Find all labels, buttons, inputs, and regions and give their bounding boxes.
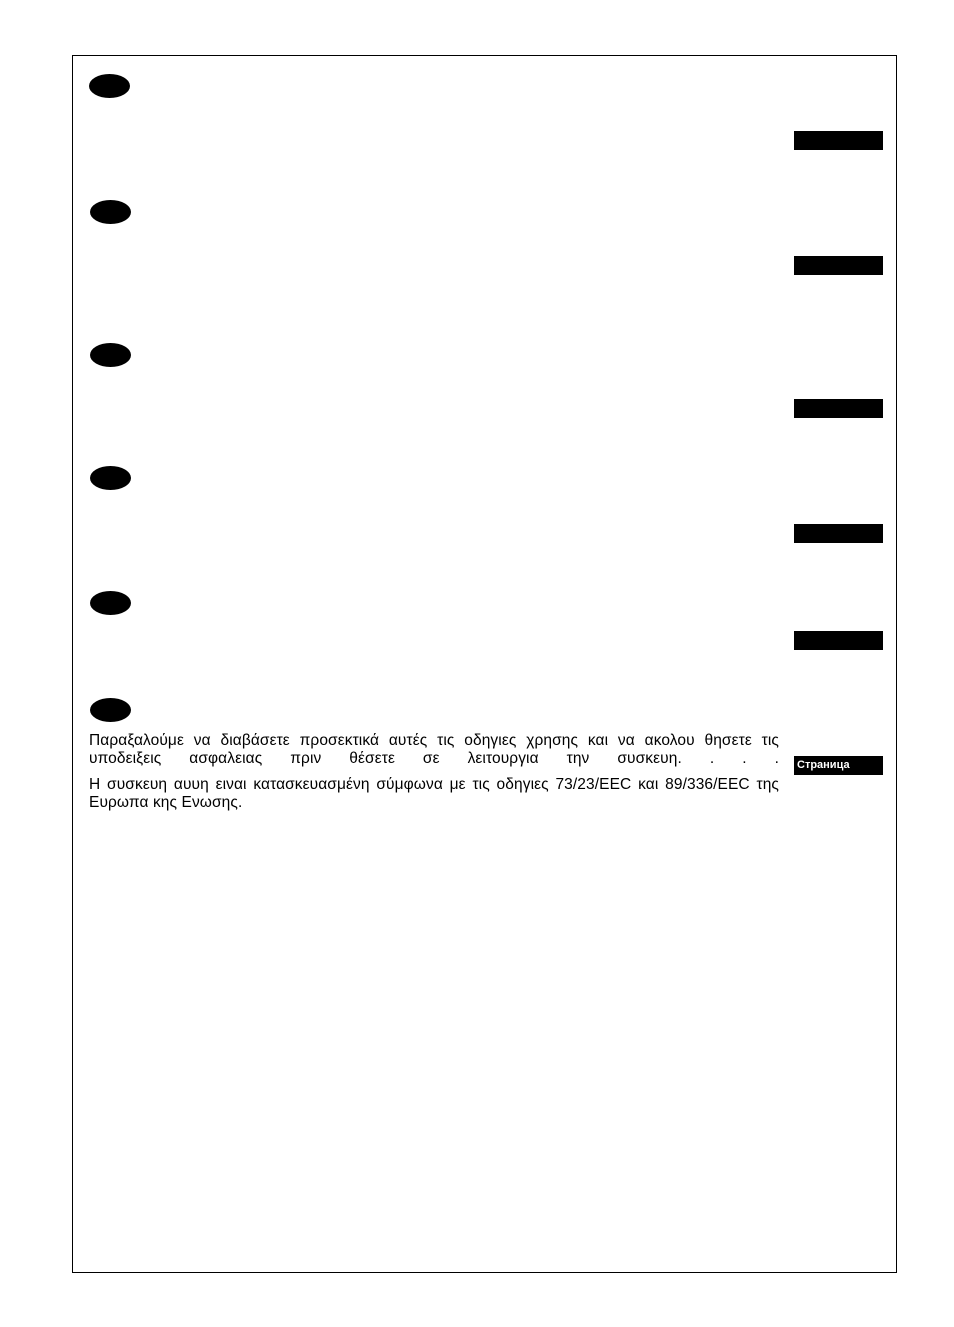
page-frame bbox=[72, 55, 897, 1273]
page-tab-4 bbox=[794, 524, 883, 543]
language-marker-6 bbox=[90, 698, 131, 722]
language-marker-5 bbox=[90, 591, 131, 615]
language-marker-1 bbox=[89, 74, 130, 98]
greek-paragraph-safety: Παραξαλούμε να διαβάσετε προσεκτικά αυτές τις οδηγιες χρησης και να ακολου θησετε τις υποδειξεις ασφαλειας πριν θέσετε σε λειτουργια την συσκευη. . . . bbox=[89, 732, 779, 767]
greek-paragraph-directives: Η συσκευη αυυη ειναι κατασκευασμένη σύμφωνα με τις οδηγιες 73/23/EEC και 89/336/EEC της Ευρωπα κης Ενωσης. bbox=[89, 776, 779, 811]
language-marker-3 bbox=[90, 343, 131, 367]
page-tab-2 bbox=[794, 256, 883, 275]
language-marker-4 bbox=[90, 466, 131, 490]
page-tab-1 bbox=[794, 131, 883, 150]
page-tab-3 bbox=[794, 399, 883, 418]
language-marker-2 bbox=[90, 200, 131, 224]
page-tab-5 bbox=[794, 631, 883, 650]
page-tab-6: Страница bbox=[794, 756, 883, 775]
